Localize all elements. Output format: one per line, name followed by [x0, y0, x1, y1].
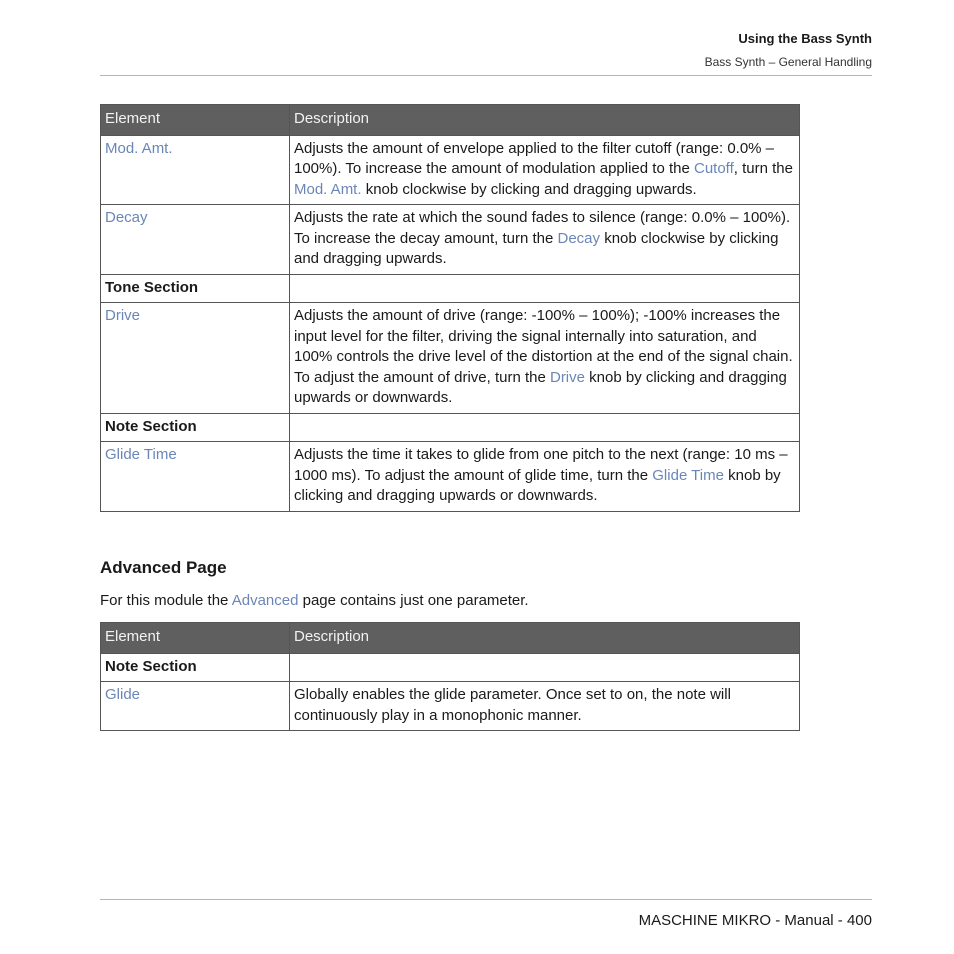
- page-footer: MASCHINE MIKRO - Manual - 400: [638, 912, 872, 929]
- table-section-row: [101, 274, 800, 303]
- table-section-row: [101, 653, 800, 682]
- advanced-parameters-table: [100, 622, 800, 731]
- element-link-glide[interactable]: Glide: [105, 686, 141, 703]
- table-section-row: [101, 413, 800, 442]
- description-cell: Adjusts the amount of envelope applied to the filter cutoff (range: 0.0% – 100%). To increase the amount of modulation applied to the Cutoff, turn the Mod. Amt. knob clockwise by clicking and dragging upwards.: [290, 135, 800, 205]
- table-row: [101, 682, 800, 731]
- table-header-row: [101, 623, 800, 654]
- section-label-note: Note Section: [101, 653, 290, 682]
- running-header-subtitle: Bass Synth – General Handling: [704, 55, 872, 69]
- description-cell: Globally enables the glide parameter. Once set to on, the note will continuously play in a monophonic manner.: [290, 682, 800, 731]
- link-drive[interactable]: Drive: [549, 368, 585, 386]
- table-row: [101, 303, 800, 414]
- description-cell: Adjusts the amount of drive (range: -100% – 100%); -100% increases the input level for the filter, driving the signal internally into saturation, and 100% controls the drive level of the distortion at the end of the signal chain. To adjust the amount of drive, turn the Drive knob by clicking and dragging upwards or downwards.: [290, 303, 800, 414]
- running-header-title: Using the Bass Synth: [738, 31, 872, 46]
- advanced-intro-paragraph: For this module the Advanced page contains just one parameter.: [100, 592, 529, 609]
- element-link-decay[interactable]: Decay: [105, 209, 148, 226]
- column-header-description: Description: [290, 105, 800, 136]
- link-glide-time[interactable]: Glide Time: [652, 466, 724, 484]
- footer-divider: [100, 899, 872, 900]
- column-header-element: Element: [101, 105, 290, 136]
- element-link-drive[interactable]: Drive: [105, 307, 141, 324]
- table-row: [101, 442, 800, 512]
- table-row: [101, 205, 800, 275]
- element-link-glide-time[interactable]: Glide Time: [105, 446, 177, 463]
- parameters-table: [100, 104, 800, 512]
- link-decay[interactable]: Decay: [557, 229, 601, 247]
- description-cell: Adjusts the rate at which the sound fades to silence (range: 0.0% – 100%). To increase the decay amount, turn the Decay knob clockwise by clicking and dragging upwards.: [290, 205, 800, 275]
- column-header-description: Description: [290, 623, 800, 654]
- link-advanced[interactable]: Advanced: [231, 592, 299, 609]
- element-link-mod-amt[interactable]: Mod. Amt.: [105, 139, 173, 157]
- section-heading-advanced-page: Advanced Page: [100, 558, 227, 577]
- description-cell: Adjusts the time it takes to glide from one pitch to the next (range: 10 ms – 1000 ms). To adjust the amount of glide time, turn the Glide Time knob by clicking and dragging upwards or downwards.: [290, 442, 800, 512]
- link-mod-amt[interactable]: Mod. Amt.: [294, 180, 362, 198]
- header-divider: [100, 75, 872, 76]
- table-header-row: [101, 105, 800, 136]
- section-label-note: Note Section: [101, 413, 290, 442]
- link-cutoff[interactable]: Cutoff: [693, 160, 734, 177]
- section-label-tone: Tone Section: [101, 274, 290, 303]
- table-row: [101, 135, 800, 205]
- column-header-element: Element: [101, 623, 290, 654]
